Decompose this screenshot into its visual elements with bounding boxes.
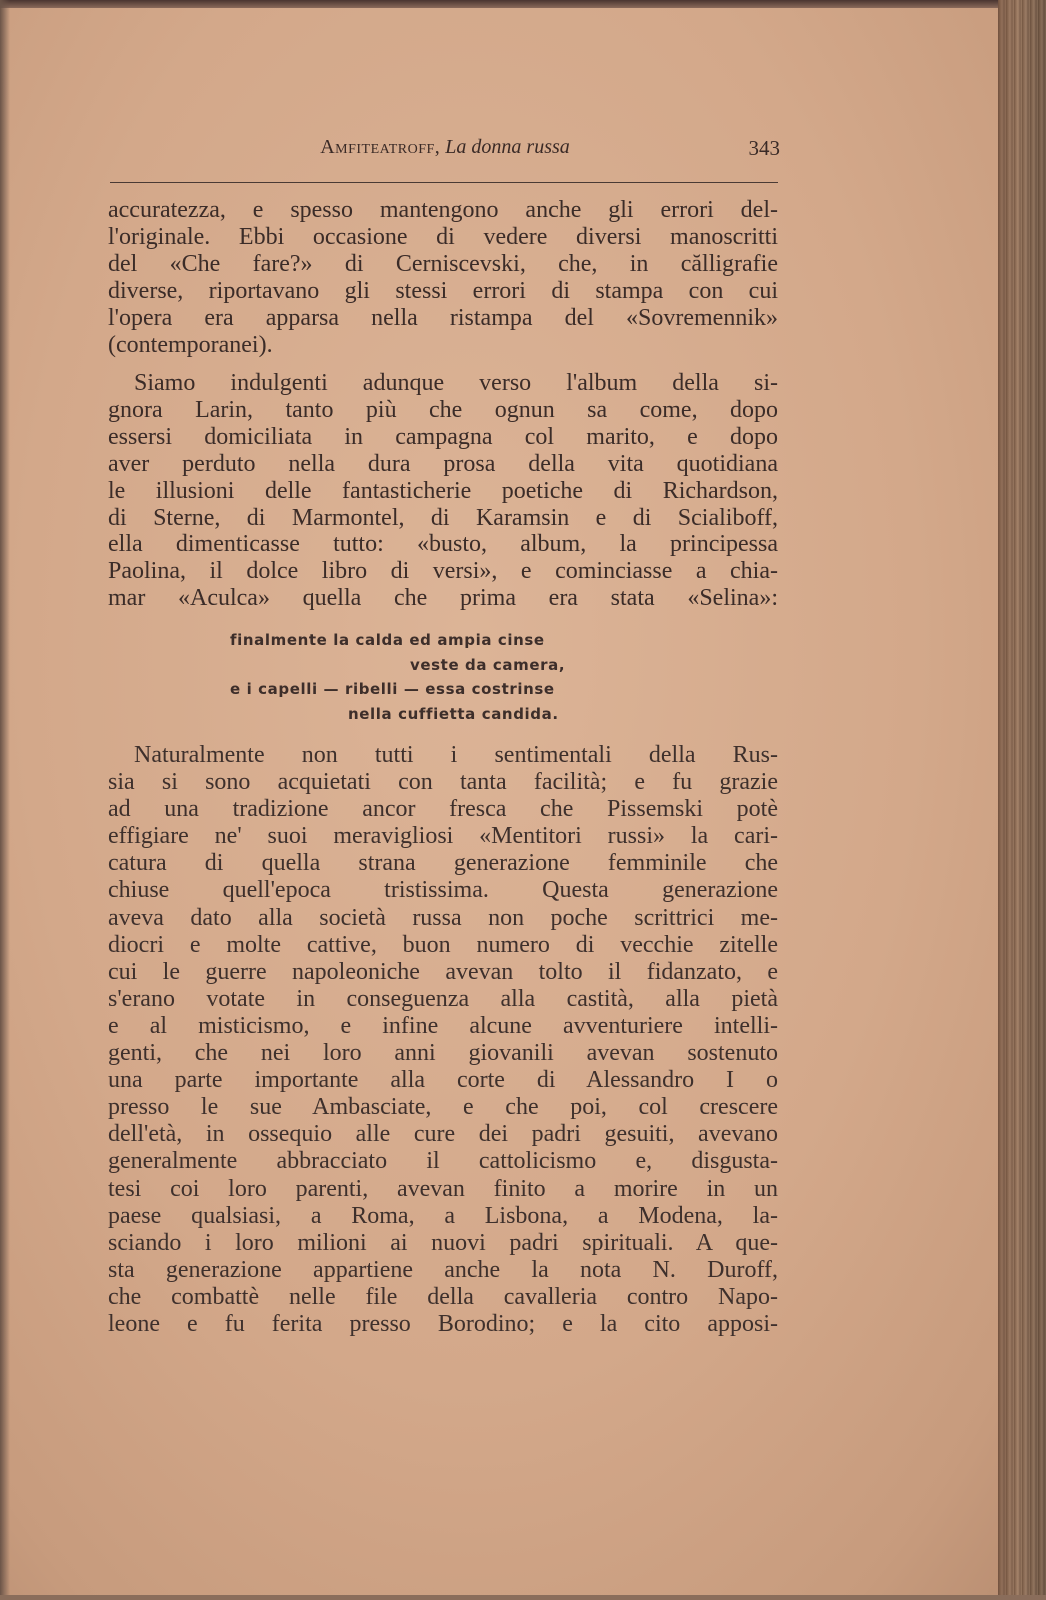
text-line: diocri e molte cattive, buon numero di vecchie zitelle (108, 931, 778, 958)
text-line: presso le sue Ambasciate, e che poi, col crescere (108, 1094, 778, 1121)
text-line: sia si sono acquietati con tanta facilità; e fu grazie (108, 769, 778, 796)
verse-quotation (230, 628, 650, 726)
text-line: diverse, riportavano gli stessi errori di stampa con cui (108, 277, 778, 304)
text-line: di Sterne, di Marmontel, di Karamsin e di Scialiboff, (108, 504, 778, 531)
page-top-shadow (0, 0, 1046, 8)
text-line: le illusioni delle fantasticherie poetiche di Richardson, (108, 477, 778, 504)
text-line: accuratezza, e spesso mantengono anche gli errori del- (108, 197, 778, 223)
text-line: Siamo indulgenti adunque verso l'album della si- (134, 370, 778, 396)
text-line: mar «Aculca» quella che prima era stata «Selina»: (108, 585, 778, 612)
verse-line: veste da camera, (410, 655, 566, 674)
text-line: ad una tradizione ancor fresca che Pissemski potè (108, 796, 778, 823)
page-bottom-edge (0, 1595, 1046, 1600)
running-head-title (110, 136, 780, 159)
text-line: aveva dato alla società russa non poche scrittrici me- (108, 904, 778, 931)
running-head (110, 136, 780, 168)
text-line: cui le guerre napoleoniche avevan tolto il fidanzato, e (108, 958, 778, 985)
verse-line: nella cuffietta candida. (348, 704, 559, 723)
page-number: 343 (748, 136, 780, 160)
paragraph-3 (108, 742, 778, 1338)
text-line: Naturalmente non tutti i sentimentali della Rus- (134, 742, 778, 768)
text-line: ella dimenticasse tutto: «busto, album, la principessa (108, 531, 778, 558)
text-line: l'opera era apparsa nella ristampa del «Sovremennik» (108, 304, 778, 331)
text-line: effigiare ne' suoi meravigliosi «Mentitori russi» la cari- (108, 823, 778, 850)
running-head-author: Amfiteatroff, (320, 136, 441, 158)
fore-edge-shadow (998, 0, 1046, 1600)
header-rule (110, 182, 778, 183)
running-head-book-title: La donna russa (445, 136, 570, 158)
text-line: tesi coi loro parenti, avevan finito a morire in un (108, 1175, 778, 1202)
text-line: dell'età, in ossequio alle cure dei padri gesuiti, avevano (108, 1121, 778, 1148)
text-line: l'originale. Ebbi occasione di vedere diversi manoscritti (108, 223, 778, 250)
text-line: sciando i loro milioni ai nuovi padri spirituali. A que- (108, 1229, 778, 1256)
paragraph-1 (108, 197, 778, 358)
text-line: chiuse quell'epoca tristissima. Questa generazione (108, 877, 778, 904)
text-line: Paolina, il dolce libro di versi», e cominciasse a chia- (108, 558, 778, 585)
text-line: aver perduto nella dura prosa della vita quotidiana (108, 450, 778, 477)
text-line: sta generazione appartiene anche la nota N. Duroff, (108, 1256, 778, 1283)
verse-line: e i capelli — ribelli — essa costrinse (230, 680, 555, 698)
text-line: catura di quella strana generazione femminile che (108, 850, 778, 877)
gutter-shadow (0, 0, 10, 1600)
text-line: che combattè nelle file della cavalleria contro Napo- (108, 1283, 778, 1310)
text-line: una parte importante alla corte di Alessandro I o (108, 1067, 778, 1094)
text-line: paese qualsiasi, a Roma, a Lisbona, a Modena, la- (108, 1202, 778, 1229)
paragraph-2 (108, 370, 778, 612)
text-line: generalmente abbracciato il cattolicismo e, disgusta- (108, 1148, 778, 1175)
text-line: leone e fu ferita presso Borodino; e la cito apposi- (108, 1310, 778, 1337)
text-line: (contemporanei). (108, 331, 273, 358)
text-line: essersi domiciliata in campagna col marito, e dopo (108, 423, 778, 450)
verse-line: finalmente la calda ed ampia cinse (230, 631, 545, 649)
text-line: del «Che fare?» di Cerniscevski, che, in călligrafie (108, 250, 778, 277)
text-line: gnora Larin, tanto più che ognun sa come, dopo (108, 396, 778, 423)
text-line: s'erano votate in conseguenza alla castità, alla pietà (108, 985, 778, 1012)
text-line: genti, che nei loro anni giovanili avevan sostenuto (108, 1040, 778, 1067)
text-line: e al misticismo, e infine alcune avventuriere intelli- (108, 1012, 778, 1039)
